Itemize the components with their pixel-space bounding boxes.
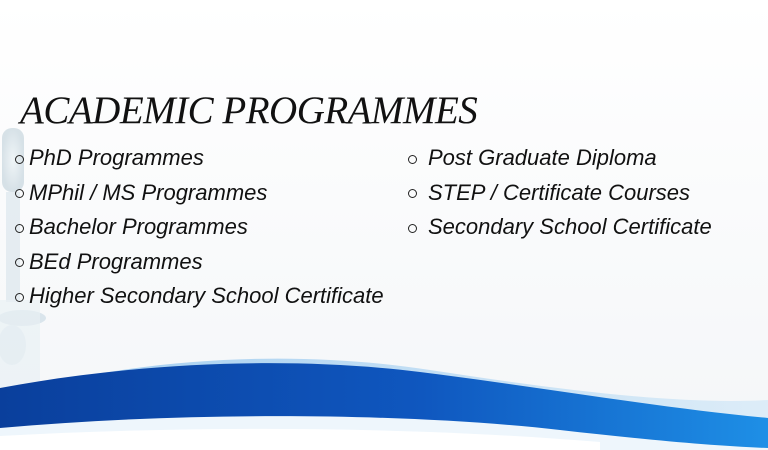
page-title: ACADEMIC PROGRAMMES (20, 89, 478, 132)
list-item (408, 210, 712, 245)
list-item (15, 176, 384, 211)
programmes-list-right (408, 141, 712, 245)
list-item (15, 245, 384, 280)
list-item (15, 141, 384, 176)
list-item-label: BEd Programmes (29, 248, 203, 274)
list-item-label: Higher Secondary School Certificate (29, 283, 384, 309)
programmes-list-left (15, 141, 384, 314)
hollow-circle-bullet-icon (15, 155, 24, 164)
list-item (15, 279, 384, 314)
hollow-circle-bullet-icon (408, 155, 417, 164)
list-item (408, 176, 712, 211)
hollow-circle-bullet-icon (15, 189, 24, 198)
hollow-circle-bullet-icon (408, 224, 417, 233)
list-item (15, 210, 384, 245)
hollow-circle-bullet-icon (15, 293, 24, 302)
list-item-label: PhD Programmes (29, 145, 204, 171)
list-item-label: STEP / Certificate Courses (428, 179, 691, 205)
list-item (408, 141, 712, 176)
hollow-circle-bullet-icon (15, 258, 24, 267)
list-item-label: Bachelor Programmes (29, 214, 248, 240)
hollow-circle-bullet-icon (15, 224, 24, 233)
list-item-label: Post Graduate Diploma (428, 145, 657, 171)
list-item-label: Secondary School Certificate (428, 214, 712, 240)
list-item-label: MPhil / MS Programmes (29, 179, 268, 205)
hollow-circle-bullet-icon (408, 189, 417, 198)
